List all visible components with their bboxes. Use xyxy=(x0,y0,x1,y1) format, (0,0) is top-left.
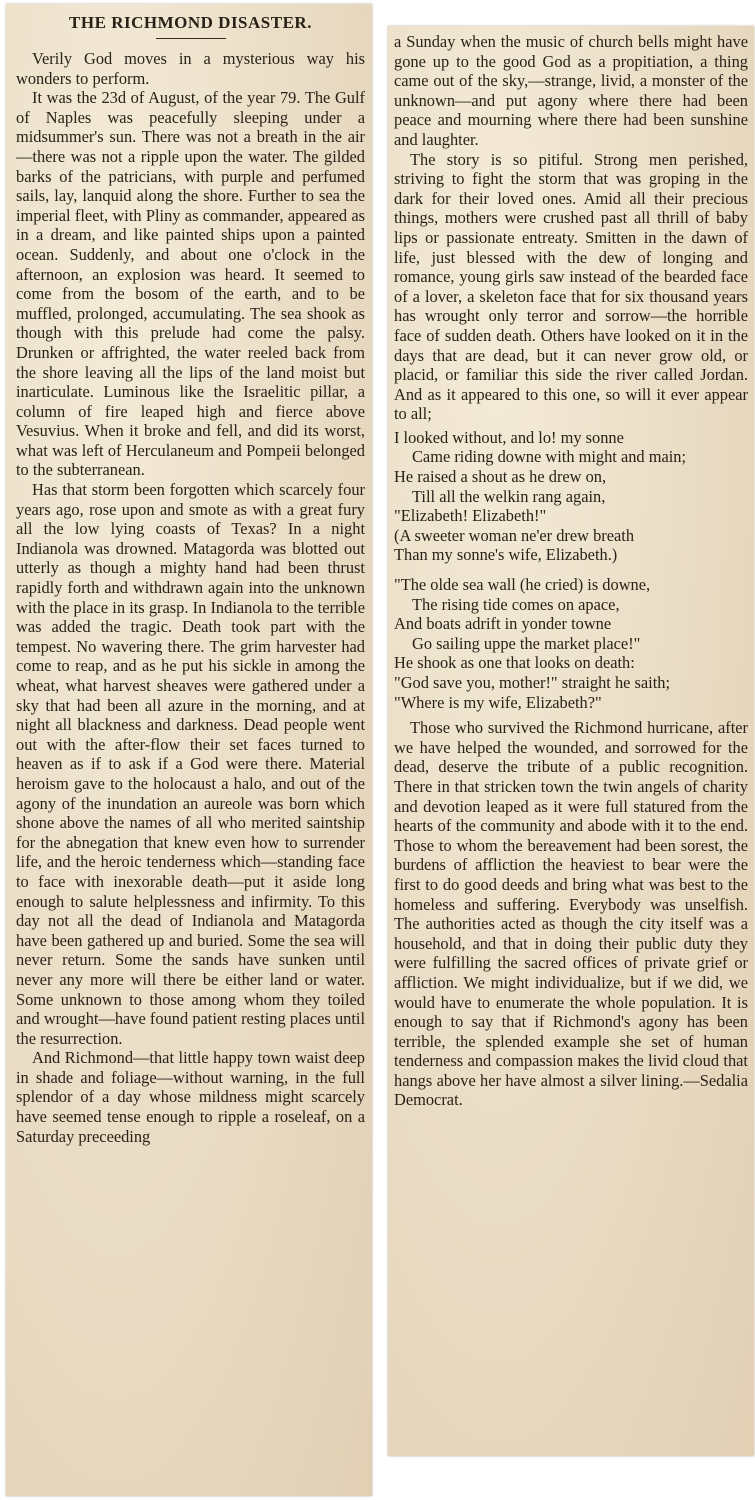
poem-stanza xyxy=(394,428,748,565)
paragraph: a Sunday when the music of church bells might have gone up to the good God as a propitiation, a thing came out of the sky,—strange, livid, a monster of the unknown—and put agony where there had been peace and mourning where there had been sunshine and laughter. xyxy=(394,32,748,149)
poem-line: He shook as one that looks on death: xyxy=(394,653,635,673)
title-rule xyxy=(156,38,226,39)
paragraph: Those who survived the Richmond hurricane, after we have helped the wounded, and sorrowed for the dead, deserve the tribute of a public recognition. There in that stricken town the twin angels of charity and devotion leaped as it were full statured from the hearts of the community and abode with it to the end. Those to whom the bereavement had been sorest, the burdens of affliction the heaviest to bear were the first to do good deeds and bring what was best to the homeless and suffering. Everybody was unselfish. The authorities acted as though the city itself was a household, and that in doing their public duty they were fulfilling the sacred offices of private grief or affliction. We might individualize, but if we did, we would have to enumerate the whole population. It is enough to say that if Richmond's agony has been terrible, the splended example she set of human tenderness and compassion makes the livid cloud that hangs above her have almost a silver lining.—Sedalia Democrat. xyxy=(394,718,748,1110)
poem-line: Than my sonne's wife, Elizabeth.) xyxy=(394,545,618,565)
paragraph: Verily God moves in a mysterious way his wonders to perform. xyxy=(16,49,365,88)
poem-line: I looked without, and lo! my sonne xyxy=(394,427,624,447)
poem-line: "Where is my wife, Elizabeth?" xyxy=(394,692,602,712)
poem-line: "The olde sea wall (he cried) is downe, xyxy=(394,575,651,595)
poem-line: "God save you, mother!" straight he saith; xyxy=(394,673,671,692)
poem-line: Came riding downe with might and main; xyxy=(412,447,687,467)
poem-line: "Elizabeth! Elizabeth!" xyxy=(394,506,547,526)
article-title: THE RICHMOND DISASTER. xyxy=(69,13,312,32)
poem-line: Go sailing uppe the market place!" xyxy=(412,633,641,653)
paragraph: It was the 23d of August, of the year 79. The Gulf of Naples was peacefully sleeping under a midsummer's sun. There was not a breath in the air—there was not a ripple upon the water. The gilded barks of the patricians, with purple and perfumed sails, lay, lanquid along the shore. Further to sea the imperial fleet, with Pliny as commander, appeared as in a dream, and like painted ships upon a painted ocean. Suddenly, and about one o'clock in the afternoon, an explosion was heard. It seemed to come from the bosom of the earth, and to be muffled, prolonged, accumulating. The sea shook as though with this prelude had come the palsy. Drunken or affrighted, the water reeled back from the shore leaving all the lips of the land moist but inarticulate. Luminous like the Israelitic pillar, a column of fire leaped high and fierce above Vesuvius. When it broke and fell, and did its worst, what was left of Herculaneum and Pompeii belonged to the subterranean. xyxy=(16,88,365,480)
stanza-gap xyxy=(394,565,748,575)
poem-line: Till all the welkin rang again, xyxy=(412,486,606,506)
paragraph: And Richmond—that little happy town waist deep in shade and foliage—without warning, in the full splendor of a day whose mildness might scarcely have seemed tense enough to ripple a roseleaf, on a Saturday preceeding xyxy=(16,1048,365,1146)
poem-line: (A sweeter woman ne'er drew breath xyxy=(394,525,635,545)
poem-line: And boats adrift in yonder towne xyxy=(394,614,612,634)
clipping-column-1 xyxy=(6,4,372,1496)
poem-line: The rising tide comes on apace, xyxy=(412,594,620,614)
clipping-column-2 xyxy=(388,26,754,1456)
paragraph: Has that storm been forgotten which scarcely four years ago, rose upon and smote as with a great fury all the low lying coasts of Texas? In a night Indianola was drowned. Matagorda was blotted out utterly as though a mighty hand had been thrust rapidly forth and withdrawn again into the unknown with the place in its grasp. In Indianola to the terrible was added the tragic. Death took part with the tempest. No wavering there. The grim harvester had come to reap, and as he put his sickle in among the wheat, what harvest sheaves were gathered under a sky that had been all azure in the morning, and at night all blackness and darkness. Dead people went out with the after-flow their set faces turned to heaven as if to ask if a God were there. Material heroism gave to the holocaust a halo, and out of the agony of the inundation an aureole was born which shone above the names of all who merited saintship for the abnegation that knew even how to surrender life, and the heroic tenderness which—standing face to face with inexorable death—put it aside long enough to salute helplessness and infirmity. To this day not all the dead of Indianola and Matagorda have been gathered up and buried. Some the sea will never return. Some the sands have sunken until never any more will there be either land or water. Some unknown to those among whom they toiled and wrought—have found patient resting places until the resurrection. xyxy=(16,480,365,1048)
poem-stanza xyxy=(394,575,748,712)
paragraph: The story is so pitiful. Strong men perished, striving to fight the storm that was groping in the dark for their loved ones. Amid all their precious things, mothers were crushed past all thrill of baby lips or passionate entreaty. Smitten in the dawn of life, just blessed with the dew of longing and romance, young girls saw instead of the bearded face of a lover, a skeleton face that for six thousand years has wrought only terror and sorrow—the horrible face of sudden death. Others have looked on it in the days that are dead, but it can never grow old, or placid, or familiar this side the river called Jordan. And as it appeared to this one, so will it ever appear to all; xyxy=(394,149,748,424)
poem-line: He raised a shout as he drew on, xyxy=(394,467,607,487)
